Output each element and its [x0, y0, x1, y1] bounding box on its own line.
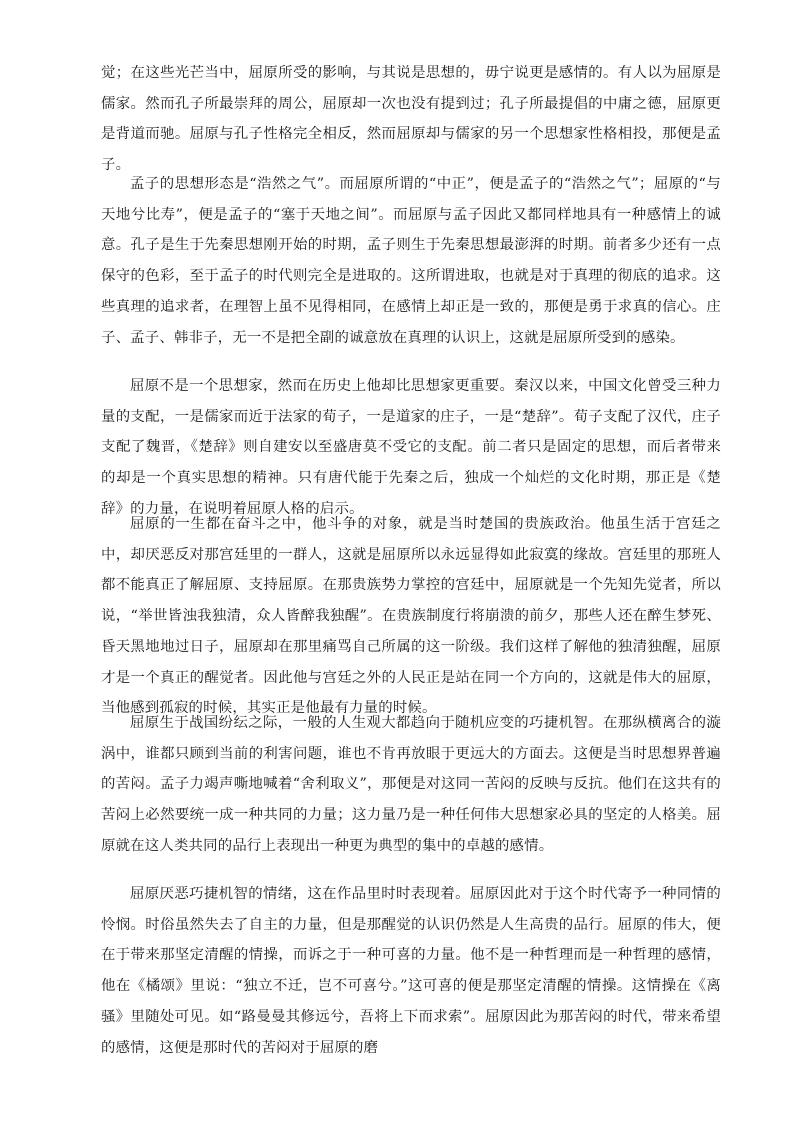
paragraph-1: 觉；在这些光芒当中，屈原所受的影响，与其说是思想的，毋宁说更是感情的。有人以为屈原是儒家。然而孔子所最崇拜的周公，屈原却一次也没有提到过；孔子所最提倡的中庸之德，屈原更是背道而驰。屈原与孔子性格完全相反，然而屈原却与儒家的另一个思想家性格相投，那便是孟子。: [101, 65, 721, 174]
paragraph-6: 屈原厌恶巧捷机智的情绪，这在作品里时时表现着。屈原因此对于这个时代寄予一种同情的怜悯。时俗虽然失去了自主的力量，但是那醒觉的认识仍然是人生高贵的品行。屈原的伟大，便在于带来那坚定清醒的情操，而诉之于一种可喜的力量。他不是一种哲理而是一种哲理的感情，他在《橘颂》里说：“独立不迁，岂不可喜兮。”这可喜的便是那坚定清醒的情操。这情操在《离骚》里随处可见。如“路曼曼其修远兮，吾将上下而求索”。屈原因此为那苦闷的时代，带来希望的感情，这便是那时代的苦闷对于屈原的磨: [101, 886, 721, 1056]
paragraph-3: 屈原不是一个思想家，然而在历史上他却比思想家更重要。秦汉以来，中国文化曾受三种力量的支配，一是儒家而近于法家的荀子，一是道家的庄子，一是“楚辞”。荀子支配了汉代，庄子支配了魏晋，《楚辞》则自建安以至盛唐莫不受它的支配。前二者只是固定的思想，而后者带来的却是一个真实思想的精神。只有唐代能于先秦之后，独成一个灿烂的文化时期，那正是《楚辞》的力量，在说明着屈原人格的启示。: [101, 378, 721, 517]
paragraph-2: 孟子的思想形态是“浩然之气”。而屈原所谓的“中正”，便是孟子的“浩然之气”；屈原的“与天地兮比寿”，便是孟子的“塞于天地之间”。而屈原与孟子因此又都同样地具有一种感情上的诚意。孔子是生于先秦思想刚开始的时期，孟子则生于先秦思想最澎湃的时期。前者多少还有一点保守的色彩，至于孟子的时代则完全是进取的。这所谓进取，也就是对于真理的彻底的追求。这些真理的追求者，在理智上虽不见得相同，在感情上却正是一致的，那便是勇于求真的信心。庄子、孟子、韩非子，无一不是把全副的诚意放在真理的认识上，这就是屈原所受到的感染。: [101, 176, 721, 346]
paragraph-5: 屈原生于战国纷纭之际，一般的人生观大都趋向于随机应变的巧捷机智。在那纵横离合的漩涡中，谁都只顾到当前的利害问题，谁也不肯再放眼于更远大的方面去。这便是当时思想界普遍的苦闷。孟子力竭声嘶地喊着“舍利取义”，那便是对这同一苦闷的反映与反抗。他们在这共有的苦闷上必然要统一成一种共同的力量；这力量乃是一种任何伟大思想家必具的坚定的人格美。屈原就在这人类共同的品行上表现出一种更为典型的集中的卓越的感情。: [101, 715, 721, 854]
paragraph-4: 屈原的一生都在奋斗之中，他斗争的对象，就是当时楚国的贵族政治。他虽生活于宫廷之中，却厌恶反对那宫廷里的一群人，这就是屈原所以永远显得如此寂寞的缘故。宫廷里的那班人都不能真正了解屈原、支持屈原。在那贵族势力掌控的宫廷中，屈原就是一个先知先觉者，所以说，“举世皆浊我独清，众人皆醉我独醒”。在贵族制度行将崩溃的前夕，那些人还在醉生梦死、昏天黑地地过日子，屈原却在那里痛骂自己所属的这一阶级。我们这样了解他的独清独醒，屈原才是一个真正的醒觉者。因此他与宫廷之外的人民正是站在同一个方向的，这就是伟大的屈原，当他感到孤寂的时候，其实正是他最有力量的时候。: [101, 516, 721, 717]
